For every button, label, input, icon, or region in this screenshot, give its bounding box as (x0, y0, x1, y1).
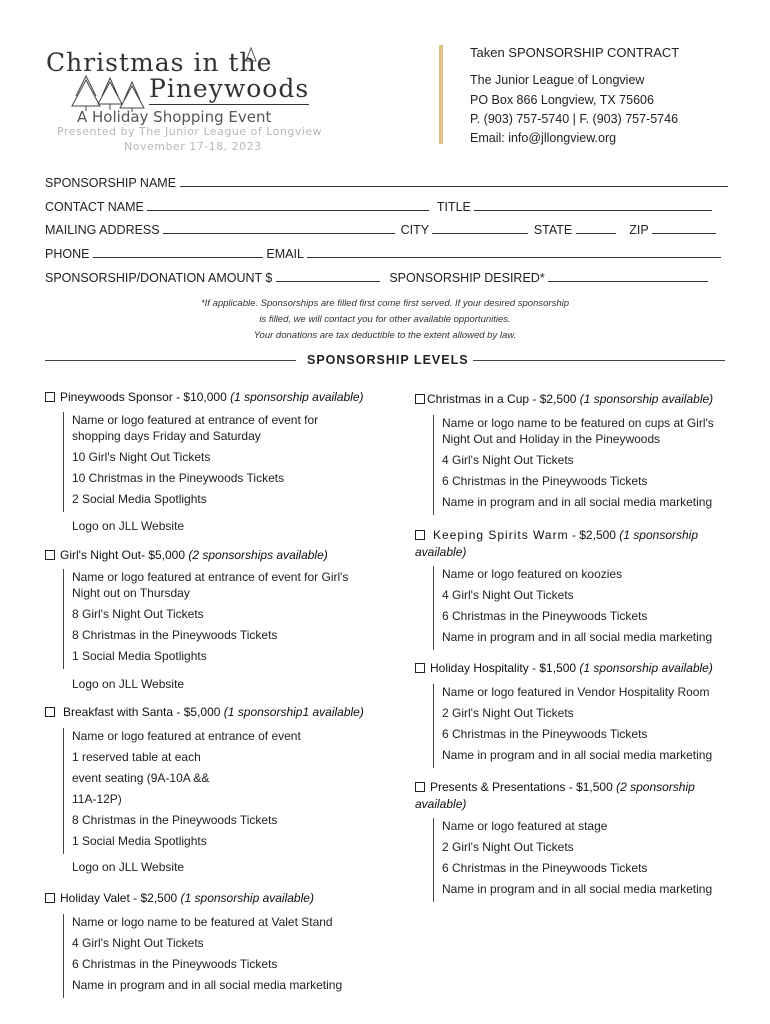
sponsor-breakfast-santa-benefits (63, 728, 372, 854)
benefit-item: 2 Girl's Night Out Tickets (442, 706, 574, 720)
email-label: EMAIL (266, 247, 304, 261)
benefit-website-logo: Logo on JLL Website (72, 860, 185, 874)
mailing-address-field[interactable] (163, 221, 395, 234)
benefit-item: 1 Social Media Spotlights (72, 834, 207, 848)
benefit-item: Name or logo featured at entrance of event for shopping days Friday and Saturday (72, 413, 319, 443)
sponsor-price: - $5,000 (173, 705, 224, 719)
benefit-item: Name in program and in all social media marketing (442, 630, 713, 644)
sponsor-name: Girl's Night Out (60, 548, 141, 562)
sponsor-holiday-valet-benefits (63, 914, 382, 998)
checkbox[interactable] (415, 663, 425, 673)
benefit-website-logo: Logo on JLL Website (72, 677, 185, 691)
sponsor-price: - $2,500 (529, 392, 580, 406)
org-email: Email: info@jllongview.org (470, 131, 617, 145)
benefit-item: 8 Christmas in the Pineywoods Tickets (72, 813, 278, 827)
sponsorship-name-field[interactable] (180, 174, 728, 187)
sponsor-name: Christmas in a Cup (427, 392, 530, 406)
benefit-item: 1 Social Media Spotlights (72, 649, 207, 663)
sponsor-price: - $5,000 (140, 548, 189, 562)
sponsorship-name-row (45, 174, 725, 190)
sponsor-availability: (1 sponsorship available) (415, 528, 699, 559)
sponsor-name: Presents & Presentations (430, 780, 566, 794)
sponsor-christmas-cup-heading (415, 392, 713, 406)
sponsor-presents-heading (415, 779, 725, 813)
sponsor-price: - $2,500 (568, 528, 620, 542)
logo-line1: Christmas in the (46, 48, 273, 77)
benefit-item: Name in program and in all social media marketing (442, 495, 713, 509)
benefit-item: 6 Christmas in the Pineywoods Tickets (72, 957, 278, 971)
sponsor-availability: (1 sponsorship available) (579, 661, 713, 675)
sponsor-name: Holiday Hospitality (430, 661, 529, 675)
checkbox[interactable] (415, 394, 425, 404)
checkbox[interactable] (45, 392, 55, 402)
benefit-website-logo: Logo on JLL Website (72, 519, 185, 533)
benefit-item: Name or logo name to be featured on cups at Girl's Night Out and Holiday in the Pineywoods (442, 416, 714, 446)
benefit-item: Name in program and in all social media marketing (442, 748, 713, 762)
sponsor-spirits-warm-benefits (433, 566, 742, 650)
checkbox[interactable] (415, 530, 425, 540)
contact-name-label: CONTACT NAME (45, 200, 144, 214)
sponsor-availability: (1 sponsorship available) (180, 891, 314, 905)
sponsor-hospitality-heading (415, 661, 713, 675)
sponsor-pineywoods-heading (45, 390, 364, 404)
sponsor-presents-benefits (433, 818, 742, 902)
city-field[interactable] (432, 221, 528, 234)
benefit-item: 8 Girl's Night Out Tickets (72, 607, 204, 621)
benefit-item: 4 Girl's Night Out Tickets (442, 588, 574, 602)
zip-field[interactable] (652, 221, 716, 234)
sponsor-hospitality-benefits (433, 684, 752, 768)
benefit-item: Name or logo featured in Vendor Hospitality Room (442, 685, 710, 699)
benefit-item: 1 reserved table at each (72, 750, 201, 764)
title-field[interactable] (474, 198, 712, 211)
logo-line2: Pineywoods (149, 74, 310, 103)
sponsor-spirits-warm-heading (415, 527, 725, 561)
checkbox[interactable] (45, 707, 55, 717)
benefit-item: 4 Girl's Night Out Tickets (442, 453, 574, 467)
sponsor-availability: (2 sponsorships available) (188, 548, 328, 562)
sponsor-name: Breakfast with Santa (63, 705, 174, 719)
levels-title: SPONSORSHIP LEVELS (307, 353, 469, 367)
benefit-item: 6 Christmas in the Pineywoods Tickets (442, 861, 648, 875)
benefit-item: 6 Christmas in the Pineywoods Tickets (442, 727, 648, 741)
benefit-item: 2 Girl's Night Out Tickets (442, 840, 574, 854)
benefit-item: 10 Christmas in the Pineywoods Tickets (72, 471, 285, 485)
sponsor-availability: (1 sponsorship1 available) (223, 705, 364, 719)
benefit-item: Name or logo name to be featured at Valet Stand (72, 915, 333, 929)
benefit-item: 6 Christmas in the Pineywoods Tickets (442, 609, 648, 623)
benefit-item: Name or logo featured on koozies (442, 567, 623, 581)
sponsor-name: Keeping Spirits Warm (433, 528, 569, 542)
levels-rule-right (473, 360, 725, 361)
mailing-address-label: MAILING ADDRESS (45, 223, 160, 237)
benefit-item: Name or logo featured at entrance of event for Girl's Night out on Thursday (72, 570, 349, 600)
contact-name-field[interactable] (147, 198, 429, 211)
desired-field[interactable] (548, 269, 708, 282)
phone-email-row (45, 245, 725, 261)
logo-tagline: A Holiday Shopping Event (77, 108, 272, 126)
amount-field[interactable] (276, 269, 380, 282)
levels-rule-left (45, 360, 296, 361)
benefit-item: 11A-12P) (72, 792, 122, 806)
org-name: The Junior League of Longview (470, 73, 645, 87)
amount-row (45, 269, 725, 285)
sponsor-price: - $10,000 (172, 390, 231, 404)
sponsor-breakfast-santa-heading (45, 705, 364, 719)
address-row (45, 221, 725, 237)
org-address: PO Box 866 Longview, TX 75606 (470, 93, 654, 107)
benefit-item: Name or logo featured at stage (442, 819, 608, 833)
checkbox[interactable] (45, 893, 55, 903)
checkbox[interactable] (45, 550, 55, 560)
checkbox[interactable] (415, 782, 425, 792)
state-field[interactable] (576, 221, 616, 234)
note-line2: is filled, we will contact you for other available opportunities. (259, 314, 511, 325)
org-phone-fax: P. (903) 757-5740 | F. (903) 757-5746 (470, 112, 679, 126)
benefit-item: 8 Christmas in the Pineywoods Tickets (72, 628, 278, 642)
sponsor-name: Pineywoods Sponsor (60, 390, 173, 404)
sponsor-girls-night-benefits (63, 569, 382, 669)
event-logo (44, 44, 374, 156)
benefit-item: Name in program and in all social media marketing (72, 978, 343, 992)
benefit-item: event seating (9A-10A && (72, 771, 210, 785)
phone-field[interactable] (93, 245, 263, 258)
note-line3: Your donations are tax deductible to the extent allowed by law. (253, 330, 517, 341)
benefit-item: Name in program and in all social media marketing (442, 882, 713, 896)
benefit-item: 2 Social Media Spotlights (72, 492, 207, 506)
desired-label: SPONSORSHIP DESIRED* (389, 271, 545, 285)
header-divider (439, 45, 443, 144)
sponsor-pineywoods-benefits (63, 412, 372, 512)
phone-label: PHONE (45, 247, 90, 261)
email-field[interactable] (307, 245, 721, 258)
benefit-item: 6 Christmas in the Pineywoods Tickets (442, 474, 648, 488)
sponsor-name: Holiday Valet (60, 891, 130, 905)
title-label: TITLE (436, 200, 471, 214)
sponsor-availability: (1 sponsorship available) (230, 390, 364, 404)
logo-presented-by: Presented by The Junior League of Longview (57, 125, 323, 138)
sponsor-availability: (2 sponsorship available) (415, 780, 695, 811)
zip-label: ZIP (629, 223, 649, 237)
city-label: CITY (400, 223, 429, 237)
note-line1: *If applicable. Sponsorships are filled first come first served. If your desired sponsorship (200, 298, 570, 309)
sponsor-holiday-valet-heading (45, 891, 314, 905)
benefit-item: 4 Girl's Night Out Tickets (72, 936, 204, 950)
benefit-item: Name or logo featured at entrance of event (72, 729, 301, 743)
amount-label: SPONSORSHIP/DONATION AMOUNT $ (45, 271, 273, 285)
sponsor-availability: (1 sponsorship available) (579, 392, 714, 406)
sponsor-christmas-cup-benefits (433, 415, 742, 515)
sponsor-girls-night-heading (45, 548, 328, 562)
state-label: STATE (533, 223, 573, 237)
logo-dates: November 17-18, 2023 (124, 140, 262, 153)
sponsor-price: - $1,500 (565, 780, 617, 794)
sponsor-price: - $1,500 (528, 661, 580, 675)
contact-title-row (45, 198, 725, 214)
contract-title: Taken SPONSORSHIP CONTRACT (470, 45, 680, 60)
benefit-item: 10 Girl's Night Out Tickets (72, 450, 211, 464)
sponsorship-name-label: SPONSORSHIP NAME (45, 176, 177, 190)
sponsor-price: - $2,500 (129, 891, 181, 905)
